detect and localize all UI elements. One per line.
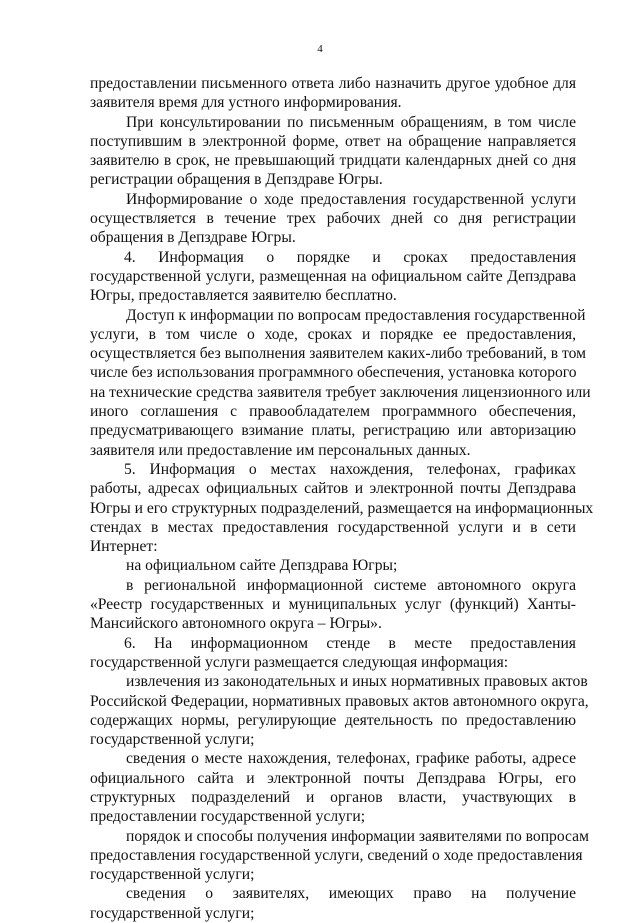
text-line: структурных подразделений и органов власти, участвующих в — [90, 788, 576, 806]
text-line: государственной услуги; — [90, 866, 255, 884]
text-line: 4. Информация о порядке и сроках предоставления — [124, 248, 576, 266]
text-line: государственной услуги размещается следующая информация: — [90, 653, 509, 671]
text-line: иного соглашения с правообладателем программного обеспечения, — [90, 403, 576, 421]
text-line: заявителю в срок, не превышающий тридцати календарных дней со дня — [90, 152, 576, 170]
text-line: осуществляется без выполнения заявителем каких-либо требований, в том — [90, 345, 586, 363]
text-line: При консультировании по письменным обращениям, в том числе — [126, 113, 576, 131]
text-line: Доступ к информации по вопросам предоставления государственной — [126, 306, 586, 324]
text-line: услуги, в том числе о ходе, сроках и порядке ее предоставления, — [90, 325, 576, 343]
text-line: поступившим в электронной форме, ответ на обращение направляется — [90, 132, 576, 150]
text-line: на технические средства заявителя требует заключения лицензионного или — [90, 383, 591, 401]
text-line: Информирование о ходе предоставления государственной услуги — [126, 190, 576, 208]
text-line: в региональной информационной системе автономного округа — [126, 576, 576, 594]
text-line: содержащих нормы, регулирующие деятельность по предоставлению — [90, 711, 576, 729]
text-line: государственной услуги, размещенная на официальном сайте Депздрава — [90, 267, 576, 285]
text-line: Мансийского автономного округа – Югры». — [90, 615, 382, 633]
text-line: предусматривающего взимание платы, регистрацию или авторизацию — [90, 422, 576, 440]
text-line: Российской Федерации, нормативных правовых актов автономного округа, — [90, 692, 589, 710]
text-line: обращения в Депздраве Югры. — [90, 229, 296, 247]
text-line: числе без использования программного обеспечения, установка которого — [90, 364, 577, 382]
text-line: государственной услуги; — [90, 904, 255, 922]
text-line: регистрации обращения в Депздраве Югры. — [90, 171, 383, 189]
text-line: предоставлении государственной услуги; — [90, 808, 366, 826]
text-line: Интернет: — [90, 538, 158, 556]
text-line: извлечения из законодательных и иных нормативных правовых актов — [126, 673, 588, 691]
text-line: заявителя или предоставление им персональных данных. — [90, 441, 471, 459]
text-line: «Реестр государственных и муниципальных услуг (функций) Ханты- — [90, 596, 576, 614]
text-line: Югры, предоставляется заявителю бесплатно. — [90, 287, 397, 305]
text-line: официального сайта и электронной почты Депздрава Югры, его — [90, 769, 576, 787]
text-line: 6. На информационном стенде в месте предоставления — [124, 634, 576, 652]
text-line: стендах в местах предоставления государственной услуги и в сети — [90, 518, 576, 536]
text-line: заявителя время для устного информирования. — [90, 94, 402, 112]
text-line: государственной услуги; — [90, 731, 255, 749]
document-body — [90, 74, 594, 923]
text-line: порядок и способы получения информации заявителями по вопросам — [126, 827, 589, 845]
text-line: Югры и его структурных подразделений, размещается на информационных — [90, 499, 594, 517]
text-line: сведения о заявителях, имеющих право на получение — [126, 885, 576, 903]
text-line: сведения о месте нахождения, телефонах, графике работы, адресе — [126, 750, 576, 768]
text-line: 5. Информация о местах нахождения, телефонах, графиках — [124, 460, 576, 478]
text-line: осуществляется в течение трех рабочих дней со дня регистрации — [90, 210, 576, 228]
text-line: на официальном сайте Депздрава Югры; — [126, 557, 398, 575]
text-line: предоставления государственной услуги, сведений о ходе предоставления — [90, 846, 583, 864]
text-line: предоставлении письменного ответа либо назначить другое удобное для — [90, 75, 576, 92]
page-number: 4 — [317, 43, 323, 55]
text-line: работы, адресах официальных сайтов и электронной почты Депздрава — [90, 480, 576, 498]
